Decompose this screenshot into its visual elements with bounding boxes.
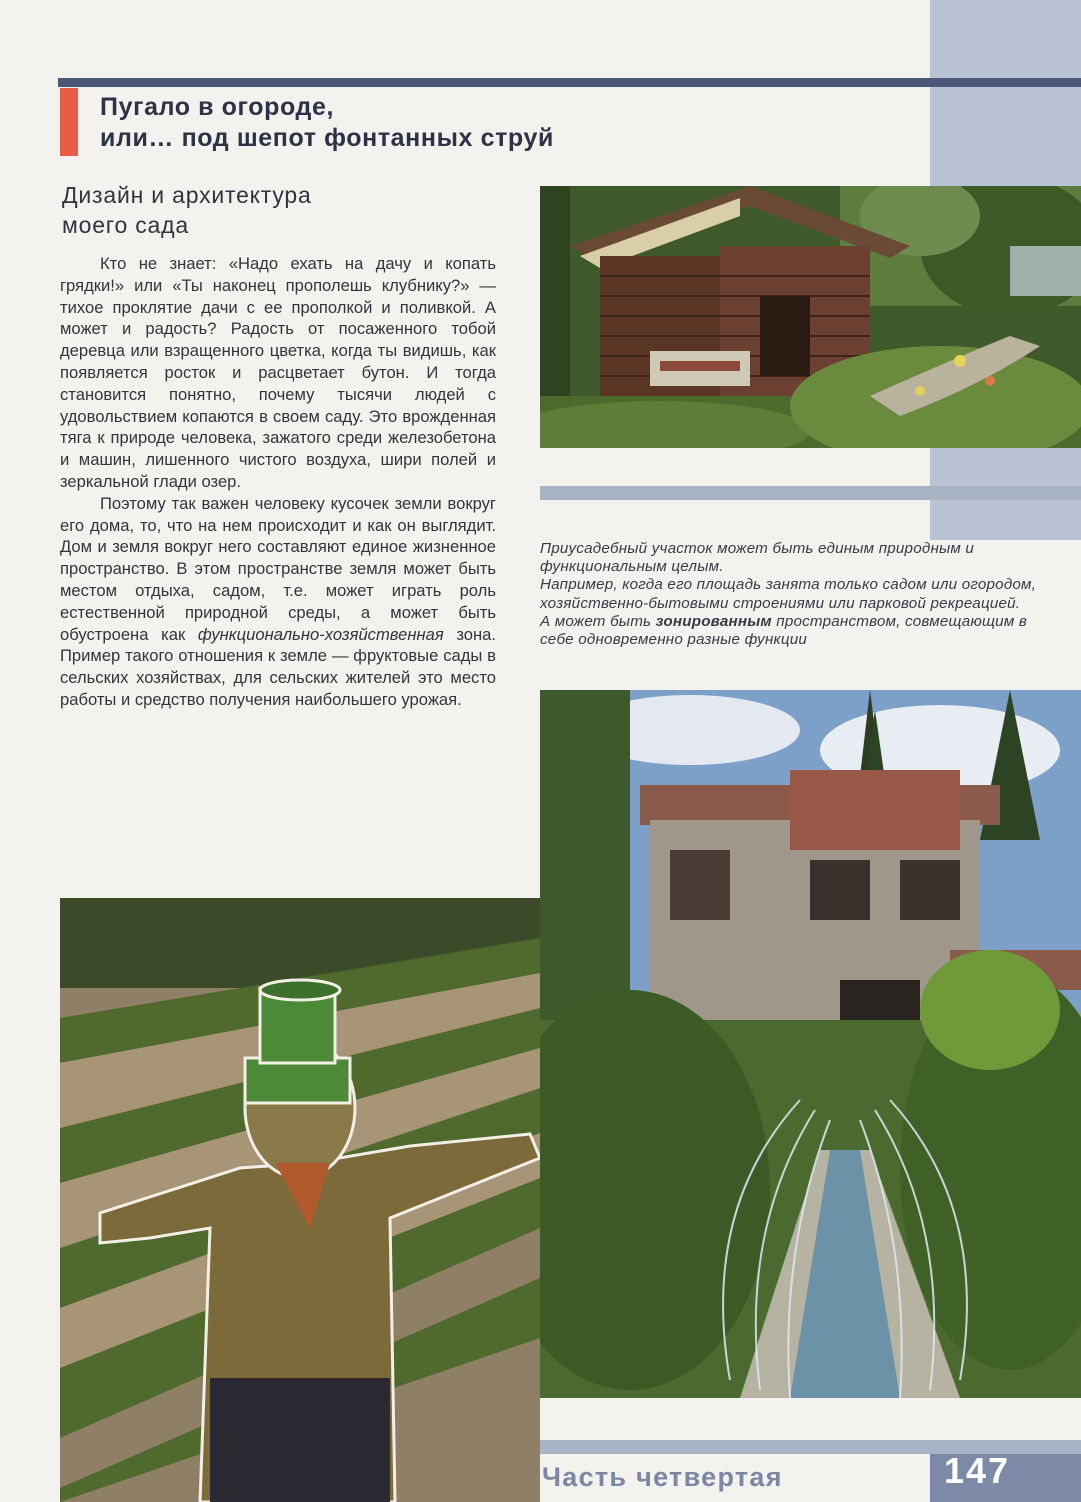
palace-fountain-photo [540,690,1081,1398]
caption-line-3-end: пространством, совмещающим в себе одновременно разные функции [540,612,1027,649]
garden-scarecrow-photo [60,898,540,1502]
garden-house-photo [540,186,1081,448]
subsection-title: Дизайн и архитектура моего сада [62,182,312,238]
footer-part-label: Часть четвертая [542,1462,783,1492]
page-number: 147 [944,1450,1011,1491]
caption-line-1: Приусадебный участок может быть единым природным и функциональным целым. [540,540,975,576]
paragraph-2-start: Поэтому так важен человеку кусочек земли вокруг его дома, то, что на нем происходит и как он выглядит. Дом и земля вокруг него составляют единое жизненное пространство. В этом пространстве земля может быть местом отдыха, садом, т.е. может играть роль естественной природной среды, а может быть обустроена как [60,493,496,644]
paragraph-1: Кто не знает: «Надо ехать на дачу и копать грядки!» или «Ты наконец прополешь клубнику?» — тихое проклятие дачи с ее прополкой и поливкой. А может и радость? Радость от посаженного тобой деревца или взращенного цветка, когда ты видишь, как появляется росток и расцветает бутон. И тогда становится понятно, почему тысячи людей с удовольствием копаются в своем саду. Это врожденная тяга к природе человека, зажатого среди железобетона и машин, лишенного чистого воздуха, шири полей и зеркальной глади озер. [60,254,496,491]
caption-line-3-start: А может быть [540,612,656,630]
caption-bold-term: зонированным [655,612,772,630]
section-title: Пугало в огороде, или… под шепот фонтанных струй [100,93,554,152]
mid-rule [540,486,1081,500]
article-text [60,253,496,711]
paragraph-2 [60,493,496,711]
caption-line-3 [540,613,1055,649]
paragraph-2-end: зона. Пример такого отношения к земле — фруктовые сады в сельских хозяйствах, для сельских жителей это место работы и средство получения наибольшего урожая. [60,624,496,709]
caption-line-2: Например, когда его площадь занята только садом или огородом, хозяйственно-бытовыми строениями или парковой рекреацией. [540,576,1037,612]
photo-caption [540,540,1055,649]
emphasized-term: функционально-хозяйственная [197,624,444,644]
header-rule [58,78,1081,87]
title-accent-bar [60,88,78,156]
